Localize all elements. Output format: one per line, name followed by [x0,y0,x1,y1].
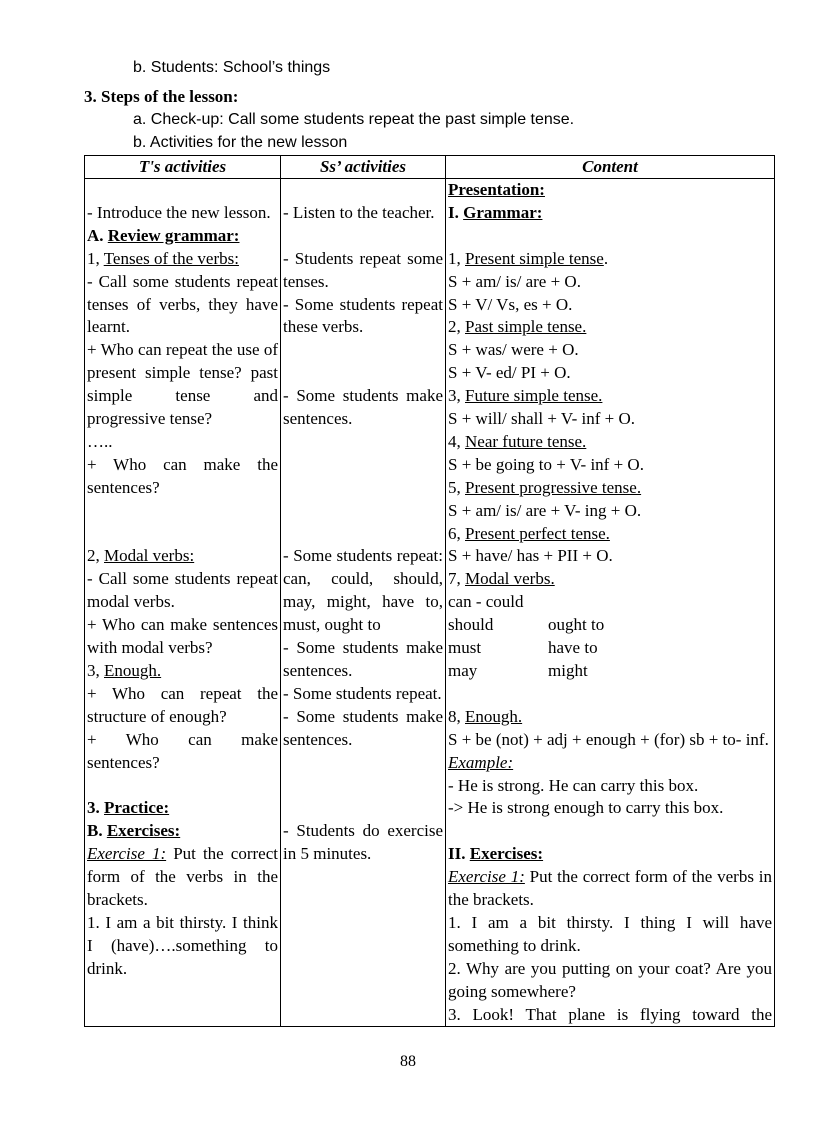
modal-pair: must have to [448,638,598,658]
lesson-table [84,155,775,1027]
teacher-tenses-3: + Who can make the sentences? [87,454,278,497]
teacher-tenses-2: + Who can repeat the use of present simple tense? past simple tense and progressive tense? [87,340,278,429]
teacher-enough-2: + Who can make sentences? [87,729,278,772]
example-label: Example: [448,752,514,772]
present-perfect-heading: 6, Present perfect tense. [448,523,610,543]
modal-pair: can - could [448,592,524,612]
exercises-content-heading: II. Exercises: [448,844,544,864]
students-activity-1: - Listen to the teacher. [283,202,435,222]
present-simple-heading: 1, Present simple tense. [448,248,609,268]
exercise-question-3: 3. Look! That plane is flying toward the [448,1004,772,1024]
students-materials-line: b. Students: School’s things [133,59,331,76]
teacher-intro: - Introduce the new lesson. [87,202,271,222]
present-progressive-heading: 5, Present progressive tense. [448,477,642,497]
enough-heading: 3, Enough. [87,660,162,680]
content-exercise-1: Exercise 1: Put the correct form of the verbs in the brackets. [448,867,772,910]
future-simple-heading: 3, Future simple tense. [448,386,603,406]
students-activity-8: - Some students make sentences. [283,706,443,749]
students-column [281,179,446,1027]
near-future-heading: 4, Near future tense. [448,431,587,451]
present-progressive-formula: S + am/ is/ are + V- ing + O. [448,500,642,520]
tenses-heading: 1, Tenses of the verbs: [87,248,239,268]
teacher-column [85,179,281,1027]
grammar-heading: I. Grammar: [448,202,543,222]
teacher-dots: ….. [87,431,113,451]
header-teacher: T's activities [85,156,281,179]
students-activity-6: - Some students make sentences. [283,637,443,680]
presentation-heading: Presentation: [448,180,545,199]
past-simple-heading: 2, Past simple tense. [448,317,587,337]
teacher-modal-1: - Call some students repeat modal verbs. [87,569,278,612]
exercise-question-2: 2. Why are you putting on your coat? Are you going somewhere? [448,958,772,1001]
example-sentence-2: -> He is strong enough to carry this box. [448,798,724,818]
present-perfect-formula: S + have/ has + PII + O. [448,546,613,566]
table-body-row [85,179,775,1027]
review-grammar-heading: A. Review grammar: [87,225,240,245]
past-simple-formula-2: S + V- ed/ PI + O. [448,363,571,383]
example-sentence-1: - He is strong. He can carry this box. [448,775,699,795]
enough-formula: S + be (not) + adj + enough + (for) sb + to- inf. [448,729,769,749]
teacher-modal-2: + Who can make sentences with modal verbs? [87,615,278,658]
students-activity-5: - Some students repeat: can, could, should, may, might, have to, must, ought to [283,546,443,635]
checkup-line: a. Check-up: Call some students repeat the past simple tense. [133,111,575,128]
content-column [446,179,775,1027]
near-future-formula: S + be going to + V- inf + O. [448,454,644,474]
header-students: Ss’ activities [281,156,446,179]
teacher-exercise-1-q1: 1. I am a bit thirsty. I think I (have)….something to drink. [87,912,278,978]
activities-line: b. Activities for the new lesson [133,134,348,151]
header-content: Content [446,156,775,179]
exercise-question-1: 1. I am a bit thirsty. I thing I will have something to drink. [448,912,772,955]
enough-content-heading: 8, Enough. [448,706,523,726]
students-activity-7: - Some students repeat. [283,683,442,703]
students-activity-2: - Students repeat some tenses. [283,248,443,291]
modal-verbs-heading: 7, Modal verbs. [448,569,555,589]
students-activity-4: - Some students make sentences. [283,386,443,428]
present-simple-formula-2: S + V/ Vs, es + O. [448,294,573,314]
past-simple-formula-1: S + was/ were + O. [448,340,579,360]
exercises-heading: B. Exercises: [87,821,181,841]
future-simple-formula: S + will/ shall + V- inf + O. [448,409,635,429]
students-activity-9: - Students do exercise in 5 minutes. [283,821,443,864]
present-simple-formula-1: S + am/ is/ are + O. [448,271,581,291]
modal-pair: may might [448,661,588,681]
teacher-tenses-1: - Call some students repeat tenses of verbs, they have learnt. [87,271,278,337]
teacher-enough-1: + Who can repeat the structure of enough? [87,683,278,726]
modal-heading: 2, Modal verbs: [87,546,195,566]
teacher-exercise-1: Exercise 1: Put the correct form of the verbs in the brackets. [87,844,278,910]
modal-pair: should ought to [448,615,605,635]
practice-heading: 3. Practice: [87,798,170,818]
steps-title: 3. Steps of the lesson: [84,87,239,106]
students-activity-3: - Some students repeat these verbs. [283,294,443,337]
table-header-row [85,156,775,179]
page-number: 88 [400,1053,416,1070]
